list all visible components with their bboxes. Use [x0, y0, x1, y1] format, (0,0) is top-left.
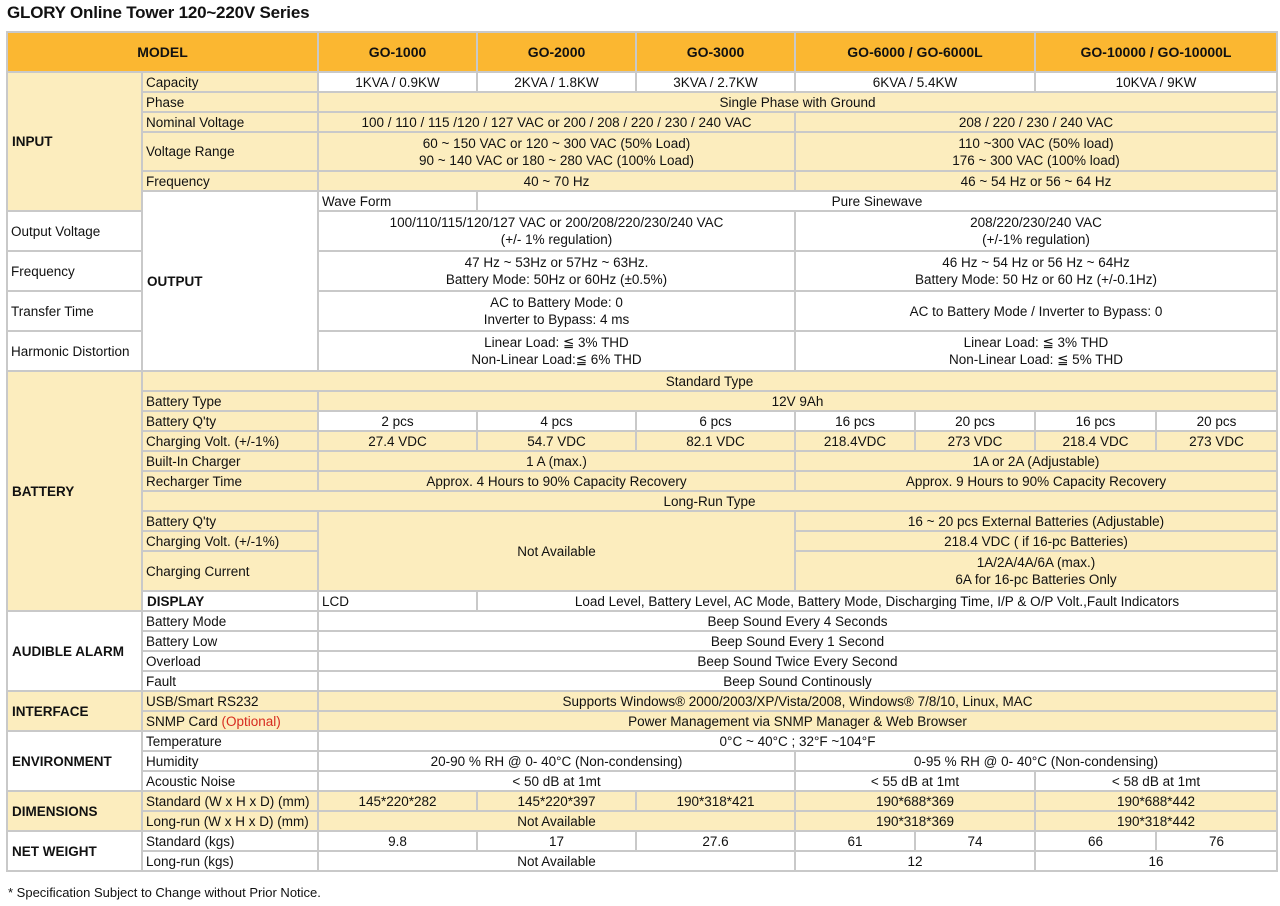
page-title: GLORY Online Tower 120~220V Series	[7, 3, 310, 22]
row-label: Standard (W x H x D) (mm)	[142, 791, 318, 811]
input-nominal-voltage-row	[7, 112, 1277, 132]
cell: 2KVA / 1.8KW	[477, 72, 636, 92]
cell: 218.4 VDC	[1035, 431, 1156, 451]
category-audible-alarm: AUDIBLE ALARM	[7, 611, 142, 691]
cell: Power Management via SNMP Manager & Web Browser	[318, 711, 1277, 731]
cell: 12V 9Ah	[318, 391, 1277, 411]
cell: Approx. 9 Hours to 90% Capacity Recovery	[795, 471, 1277, 491]
cell: 20-90 % RH @ 0- 40°C (Non-condensing)	[318, 751, 795, 771]
cell: 100 / 110 / 115 /120 / 127 VAC or 200 / 208 / 220 / 230 / 240 VAC	[318, 112, 795, 132]
category-output: OUTPUT	[142, 191, 318, 371]
cell: 190*688*442	[1035, 791, 1277, 811]
cell	[795, 331, 1277, 371]
row-label: USB/Smart RS232	[142, 691, 318, 711]
cell	[318, 291, 795, 331]
battery-lr-qty-row	[7, 511, 1277, 531]
row-label: Long-run (kgs)	[142, 851, 318, 871]
battery-built-in-charger-row	[7, 451, 1277, 471]
input-frequency-row	[7, 171, 1277, 191]
spec-table	[6, 31, 1278, 872]
cell: 218.4VDC	[795, 431, 915, 451]
weight-standard-row	[7, 831, 1277, 851]
cell: 16 pcs	[1035, 411, 1156, 431]
cell: 16	[1035, 851, 1277, 871]
row-label: Overload	[142, 651, 318, 671]
model-go-2000: GO-2000	[477, 32, 636, 72]
row-label: Battery Mode	[142, 611, 318, 631]
cell: 1A or 2A (Adjustable)	[795, 451, 1277, 471]
cell: 76	[1156, 831, 1277, 851]
row-label: Standard (kgs)	[142, 831, 318, 851]
section-heading: Long-Run Type	[142, 491, 1277, 511]
section-heading: Standard Type	[142, 371, 1277, 391]
cell: Not Available	[318, 851, 795, 871]
output-wave-form-row	[7, 191, 1277, 211]
cell: 66	[1035, 831, 1156, 851]
cell: Approx. 4 Hours to 90% Capacity Recovery	[318, 471, 795, 491]
cell-line: 208/220/230/240 VAC	[970, 215, 1102, 230]
env-humidity-row	[7, 751, 1277, 771]
cell	[795, 132, 1277, 171]
cell: 20 pcs	[1156, 411, 1277, 431]
not-available-cell: Not Available	[318, 511, 795, 591]
input-voltage-range-row	[7, 132, 1277, 171]
cell: 273 VDC	[915, 431, 1035, 451]
interface-usb-row	[7, 691, 1277, 711]
category-dimensions: DIMENSIONS	[7, 791, 142, 831]
cell: 12	[795, 851, 1035, 871]
cell: Supports Windows® 2000/2003/XP/Vista/2008, Windows® 7/8/10, Linux, MAC	[318, 691, 1277, 711]
cell: 3KVA / 2.7KW	[636, 72, 795, 92]
row-label: Recharger Time	[142, 471, 318, 491]
battery-type-row	[7, 391, 1277, 411]
optional-note: (Optional)	[221, 713, 281, 729]
cell: 190*318*421	[636, 791, 795, 811]
cell: 9.8	[318, 831, 477, 851]
cell: 82.1 VDC	[636, 431, 795, 451]
model-go-6000: GO-6000 / GO-6000L	[795, 32, 1035, 72]
cell: < 50 dB at 1mt	[318, 771, 795, 791]
cell: 46 ~ 54 Hz or 56 ~ 64 Hz	[795, 171, 1277, 191]
cell: < 55 dB at 1mt	[795, 771, 1035, 791]
cell: 1 A (max.)	[318, 451, 795, 471]
snmp-label: SNMP Card	[146, 713, 222, 729]
footnote: * Specification Subject to Change without Prior Notice.	[8, 885, 321, 900]
cell: Single Phase with Ground	[318, 92, 1277, 112]
interface-snmp-row	[7, 711, 1277, 731]
row-label: Wave Form	[318, 191, 477, 211]
row-label: Fault	[142, 671, 318, 691]
cell: 40 ~ 70 Hz	[318, 171, 795, 191]
alarm-row	[7, 611, 1277, 631]
cell-line: (+/- 1% regulation)	[500, 232, 613, 247]
cell	[795, 251, 1277, 291]
row-label	[142, 711, 318, 731]
cell: 54.7 VDC	[477, 431, 636, 451]
battery-qty-row	[7, 411, 1277, 431]
row-label: Transfer Time	[7, 291, 142, 331]
row-label: Battery Low	[142, 631, 318, 651]
category-battery: BATTERY	[7, 371, 142, 611]
model-go-10000: GO-10000 / GO-10000L	[1035, 32, 1277, 72]
battery-recharge-time-row	[7, 471, 1277, 491]
cell-line: Linear Load: ≦ 3% THD	[963, 335, 1109, 350]
dimensions-long-run-row	[7, 811, 1277, 831]
battery-charging-volt-row	[7, 431, 1277, 451]
cell: Not Available	[318, 811, 795, 831]
category-input: INPUT	[7, 72, 142, 211]
cell	[795, 211, 1277, 251]
cell: 2 pcs	[318, 411, 477, 431]
category-net-weight: NET WEIGHT	[7, 831, 142, 871]
row-label: Charging Volt. (+/-1%)	[142, 431, 318, 451]
cell: 74	[915, 831, 1035, 851]
row-label: Built-In Charger	[142, 451, 318, 471]
model-go-1000: GO-1000	[318, 32, 477, 72]
cell: 6KVA / 5.4KW	[795, 72, 1035, 92]
cell: Beep Sound Continously	[318, 671, 1277, 691]
cell: Load Level, Battery Level, AC Mode, Battery Mode, Discharging Time, I/P & O/P Volt.,Fault Indicators	[477, 591, 1277, 611]
row-label: Acoustic Noise	[142, 771, 318, 791]
alarm-row	[7, 651, 1277, 671]
input-phase-row	[7, 92, 1277, 112]
cell-line: AC to Battery Mode: 0	[490, 295, 623, 310]
alarm-row	[7, 631, 1277, 651]
cell-line: 6A for 16-pc Batteries Only	[955, 572, 1117, 587]
cell: 1KVA / 0.9KW	[318, 72, 477, 92]
row-label: LCD	[318, 591, 477, 611]
cell-line: 176 ~ 300 VAC (100% load)	[952, 152, 1120, 168]
cell	[318, 132, 795, 171]
cell: AC to Battery Mode / Inverter to Bypass: 0	[795, 291, 1277, 331]
input-capacity-row	[7, 72, 1277, 92]
cell: 208 / 220 / 230 / 240 VAC	[795, 112, 1277, 132]
cell-line: Battery Mode: 50 Hz or 60 Hz (+/-0.1Hz)	[915, 272, 1157, 287]
row-label: Battery Q'ty	[142, 411, 318, 431]
row-label: Nominal Voltage	[142, 112, 318, 132]
cell	[318, 211, 795, 251]
cell: 190*318*369	[795, 811, 1035, 831]
cell: 190*318*442	[1035, 811, 1277, 831]
row-label: Charging Volt. (+/-1%)	[142, 531, 318, 551]
cell	[318, 251, 795, 291]
cell-line: 1A/2A/4A/6A (max.)	[976, 555, 1096, 570]
cell: 10KVA / 9KW	[1035, 72, 1277, 92]
cell: 218.4 VDC ( if 16-pc Batteries)	[795, 531, 1277, 551]
cell: 16 pcs	[795, 411, 915, 431]
weight-long-run-row	[7, 851, 1277, 871]
cell-line: (+/-1% regulation)	[982, 232, 1090, 247]
cell-line: 110 ~300 VAC (50% load)	[958, 135, 1114, 151]
dimensions-standard-row	[7, 791, 1277, 811]
cell: Beep Sound Twice Every Second	[318, 651, 1277, 671]
cell: 273 VDC	[1156, 431, 1277, 451]
row-label: Humidity	[142, 751, 318, 771]
header-row	[7, 32, 1277, 72]
cell-line: Battery Mode: 50Hz or 60Hz (±0.5%)	[445, 272, 668, 287]
row-label: Battery Q'ty	[142, 511, 318, 531]
cell: Pure Sinewave	[477, 191, 1277, 211]
env-acoustic-noise-row	[7, 771, 1277, 791]
cell: 17	[477, 831, 636, 851]
cell: 145*220*397	[477, 791, 636, 811]
row-label: Harmonic Distortion	[7, 331, 142, 371]
cell: 61	[795, 831, 915, 851]
row-label: Charging Current	[142, 551, 318, 591]
category-interface: INTERFACE	[7, 691, 142, 731]
battery-standard-type-row	[7, 371, 1277, 391]
row-label: Capacity	[142, 72, 318, 92]
cell: 20 pcs	[915, 411, 1035, 431]
cell-line: 60 ~ 150 VAC or 120 ~ 300 VAC (50% Load)	[422, 135, 691, 151]
cell: Beep Sound Every 1 Second	[318, 631, 1277, 651]
row-label: Frequency	[7, 251, 142, 291]
alarm-row	[7, 671, 1277, 691]
cell: 190*688*369	[795, 791, 1035, 811]
cell: 0-95 % RH @ 0- 40°C (Non-condensing)	[795, 751, 1277, 771]
battery-long-run-type-row	[7, 491, 1277, 511]
row-label: Long-run (W x H x D) (mm)	[142, 811, 318, 831]
cell: 16 ~ 20 pcs External Batteries (Adjustable)	[795, 511, 1277, 531]
cell: 27.6	[636, 831, 795, 851]
cell: 6 pcs	[636, 411, 795, 431]
cell: 0°C ~ 40°C ; 32°F ~104°F	[318, 731, 1277, 751]
category-display: DISPLAY	[142, 591, 318, 611]
model-header: MODEL	[7, 32, 318, 72]
cell-line: Inverter to Bypass: 4 ms	[483, 312, 630, 327]
row-label: Voltage Range	[142, 132, 318, 171]
cell	[318, 331, 795, 371]
cell-line: 46 Hz ~ 54 Hz or 56 Hz ~ 64Hz	[942, 255, 1130, 270]
cell: Beep Sound Every 4 Seconds	[318, 611, 1277, 631]
cell	[795, 551, 1277, 591]
cell: 145*220*282	[318, 791, 477, 811]
cell: 4 pcs	[477, 411, 636, 431]
display-row	[7, 591, 1277, 611]
row-label: Phase	[142, 92, 318, 112]
cell-line: Non-Linear Load: ≦ 5% THD	[949, 352, 1123, 367]
env-temperature-row	[7, 731, 1277, 751]
category-environment: ENVIRONMENT	[7, 731, 142, 791]
row-label: Frequency	[142, 171, 318, 191]
cell-line: 100/110/115/120/127 VAC or 200/208/220/230/240 VAC	[389, 215, 724, 230]
row-label: Output Voltage	[7, 211, 142, 251]
row-label: Battery Type	[142, 391, 318, 411]
model-go-3000: GO-3000	[636, 32, 795, 72]
cell: < 58 dB at 1mt	[1035, 771, 1277, 791]
row-label: Temperature	[142, 731, 318, 751]
cell-line: Linear Load: ≦ 3% THD	[484, 335, 629, 350]
cell-line: 90 ~ 140 VAC or 180 ~ 280 VAC (100% Load)	[419, 152, 694, 168]
cell-line: 47 Hz ~ 53Hz or 57Hz ~ 63Hz.	[464, 255, 649, 270]
cell-line: Non-Linear Load:≦ 6% THD	[471, 352, 642, 367]
cell: 27.4 VDC	[318, 431, 477, 451]
